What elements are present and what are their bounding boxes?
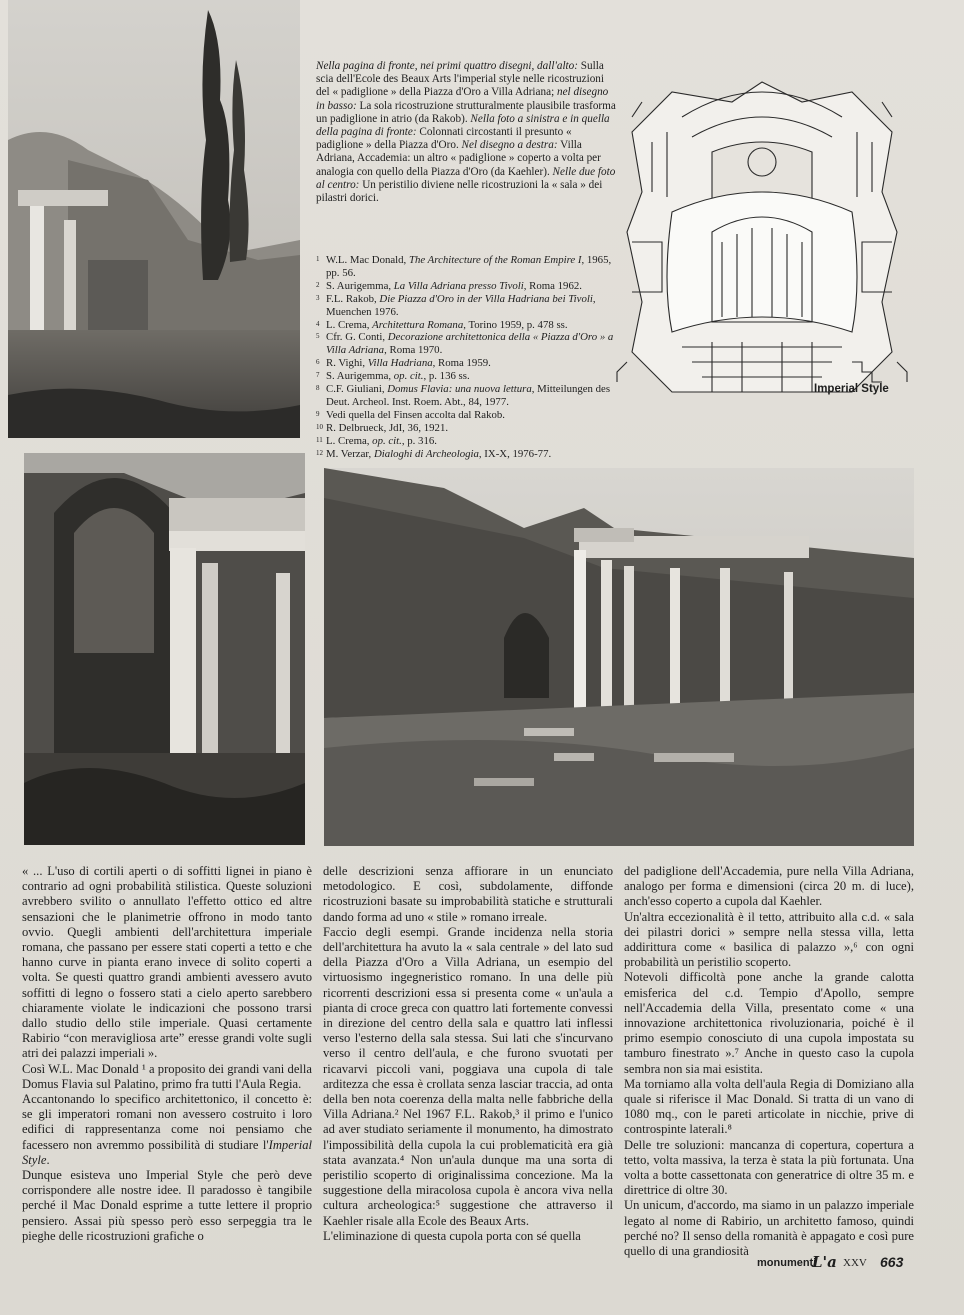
- footnote-text: [326, 422, 616, 435]
- footnotes: [316, 254, 616, 461]
- body-column-3: [624, 864, 914, 1259]
- footnote-author: L. Crema,: [326, 318, 373, 331]
- magazine-section: monumenti: [757, 1257, 817, 1269]
- footnote-text: [326, 280, 616, 293]
- paragraph: L'eliminazione di questa cupola porta con sé quella: [323, 1228, 581, 1243]
- figure-caption: [316, 60, 616, 205]
- caption-part: Villa Adriana, Accademia: un altro « padiglione » coperto a volta per analogia con quello della Piazza d'Oro (da Kaehler).: [316, 139, 601, 178]
- paragraph: « ... L'uso di cortili aperti o di soffitti lignei in piano è contrario ad ogni probabilità stilistica. Queste soluzioni avrebbero svilito o annullato l'effetto ottico ed altre sensazioni che le planimetrie offrono in modo tanto ovvio. Quegli ambienti dell'architettura imperiale romana, che passano per essere stati coperti a tetto e che hanno curve in pianta erano invece di solito coperti a volta. Se questi quattro grandi ambienti avessero avuto soffitti di legno o fossero stati a cielo aperto sarebbero chiaramente violate le indicazioni che possono trarsi dallo studio dello stile imperiale. Quasi certamente Rabirio “con meravigliosa arte” eresse grandi volte sugli atri dei palazzi imperiali ».: [22, 864, 312, 1061]
- footnote-ref: , Roma 1959.: [432, 357, 491, 370]
- footnote-number: 11: [316, 435, 323, 444]
- photo-ruins-cypress: [8, 0, 300, 438]
- footnote-text: [326, 254, 616, 280]
- paragraph: Un'altra eccezionalità è il tetto, attribuito alla c.d. « sala dei pilastri dorici » sempre nella stessa villa, letta addirittura come « basilica di palazzo »,⁶ con ogni probabilità un peristilio scoperto.: [624, 909, 914, 970]
- footnote-title: Decorazione architettonica della « Piazza d'Oro » a Villa Adriana: [326, 331, 614, 357]
- paragraph: Delle tre soluzioni: mancanza di copertura, copertura a tetto, volta massiva, la terza è stata la più fortunata. Una volta a botte cassettonata con generatrice di oltre 35 m. e direttrice di oltre 30.: [624, 1137, 914, 1198]
- footnote-author: F.L. Rakob,: [326, 292, 380, 305]
- drawing-label: Imperial Style: [814, 383, 889, 395]
- footnote-title: Die Piazza d'Oro in der Villa Hadriana bei Tivoli: [379, 292, 593, 305]
- footnote: [316, 435, 616, 448]
- footnote-number: 5: [316, 332, 320, 341]
- footnote-number: 2: [316, 280, 320, 289]
- footnote-text: [326, 319, 616, 332]
- footnote-text: [326, 448, 616, 461]
- footnote-author: S. Aurigemma,: [326, 370, 394, 383]
- footnote: [316, 293, 616, 319]
- footnote-number: 4: [316, 319, 320, 328]
- paragraph: Ma torniamo alla volta dell'aula Regia di Domiziano alla quale si riferisce il Mac Donald. Si tratta di un vano di 1080 mq., con le pareti articolate in nicchie, prive di controspinte laterali.⁸: [624, 1076, 914, 1137]
- footnote-author: Vedi quella del Finsen accolta dal Rakob.: [326, 408, 505, 421]
- footnote: [316, 409, 616, 422]
- caption-part: La sola ricostruzione strutturalmente plausibile trasforma un padiglione in atrio (da Rakob).: [316, 99, 616, 125]
- footnote-text: [326, 357, 616, 370]
- text-run: Imperial Style: [22, 1137, 312, 1167]
- body-column-2: [323, 864, 613, 1244]
- footnote-number: 7: [316, 371, 320, 380]
- paragraph: Notevoli difficoltà pone anche la grande calotta emisferica del c.d. Tempio d'Apollo, sempre nell'Accademia della Villa, presentato come « una innovazione architettonica rivoluzionaria, poiché è il primo esempio conosciuto di una cupola impostata su tamburo finestrato ».⁷ Anche in questo caso la cupola sembra non sia mai esistita.: [624, 970, 914, 1076]
- footnote-title: La Villa Adriana presso Tivoli: [393, 279, 524, 292]
- footnote: [316, 331, 616, 357]
- footnote-number: 10: [316, 422, 323, 431]
- footnote-number: 3: [316, 293, 320, 302]
- footnote-number: 6: [316, 358, 320, 367]
- footnote-text: [326, 331, 616, 357]
- text-run: .: [46, 1152, 50, 1167]
- footnote-title: The Architecture of the Roman Empire I: [408, 254, 582, 266]
- volume-number: XXV: [843, 1257, 867, 1269]
- footnote-ref: , IX-X, 1976-77.: [478, 447, 552, 460]
- architectural-drawing-pavilion: [612, 62, 912, 402]
- footnote-author: S. Aurigemma,: [326, 279, 394, 292]
- footnote-author: R. Delbrueck, JdI, 36, 1921.: [326, 421, 449, 434]
- text-run: Accantonando lo specifico architettonico, il concetto è: se gli imperatori romani non avessero costruito i loro edifici di rappresentanza come noi pensiamo che facessero non avremmo possibilità di studiare l': [22, 1092, 312, 1152]
- footnote-ref: , Mitteilungen des Deut. Archeol. Inst. Roem. Abt., 84, 1977.: [326, 383, 611, 408]
- paragraph: delle descrizioni senza affiorare in un enunciato metodologico. E così, subdolamente, diffonde ricostruzioni basate su improbabilità statiche e strutturali dando forma ad uno « stile » romano irreale.: [323, 864, 613, 924]
- paragraph: Faccio degli esempi. Grande incidenza nella storia dell'architettura ha avuto la « sala centrale » del lato sud della Piazza d'Oro a Villa Adriana, un esempio del virtuosismo ingegneristico romano. In una delle più ricorrenti descrizioni essa si presenta come « un'aula a pianta di croce greca con quattro lati fortemente convessi in direzione del centro della sala e quattro lati inflessi verso l'esterno della sala stessa. Sui lati che s'incurvano verso il centro dell'aula, e che furono svuotati per ricavarvi piccoli vani, poggiava una cupola di tale arditezza che essa è crollata senza lasciar traccia, ad onta della ben nota coerenza della malta nelle fabbriche della Villa Adriana.² Nel 1967 F.L. Rakob,³ il primo e l'unico ad aver studiato seriamente il monumento, ha dimostrato l'impossibilità della cupola la cui problematicità era già stata avanzata.⁴ Non un'aula dunque ma una sorta di peristilio scoperto di originalissima concezione. Ma la suggestione della miracolosa cupola è ancora viva nella cultura archeologica:⁵ suggestione che attraverso il Kaehler risale alla Ecole des Beaux Arts.: [323, 924, 613, 1228]
- footnote-author: L. Crema,: [326, 434, 373, 447]
- footnote-title: Villa Hadriana: [367, 357, 433, 370]
- footnote: [316, 357, 616, 370]
- footnote-ref: , Roma 1970.: [384, 344, 443, 357]
- footnote-text: [326, 293, 616, 319]
- footnote-number: 1: [316, 255, 320, 263]
- body-column-1: [22, 864, 312, 1244]
- footnote-text: [326, 383, 616, 409]
- caption-part: nel disegno in basso:: [316, 86, 609, 112]
- photo-colonnade-niche: [24, 453, 305, 845]
- caption-part: Colonnati circostanti il presunto « padiglione » della Piazza d'Oro.: [316, 126, 572, 152]
- footnote-ref: , 1965, pp. 56.: [326, 254, 612, 279]
- footnote: [316, 280, 616, 293]
- footnote-ref: , Torino 1959, p. 478 ss.: [463, 318, 568, 331]
- caption-part: Un peristilio diviene nelle ricostruzioni la « sala » dei pilastri dorici.: [316, 178, 603, 205]
- photo-peristyle-courtyard: [324, 468, 914, 846]
- caption-part: Nella pagina di fronte, nei primi quattro disegni, dall'alto:: [316, 60, 578, 72]
- paragraph: Così W.L. Mac Donald ¹ a proposito dei grandi vani della Domus Flavia sul Palatino, primo fra tutti l'Aula Regia.: [22, 1061, 312, 1091]
- footnote-ref: , p. 316.: [401, 434, 437, 447]
- footnote: [316, 370, 616, 383]
- caption-part: Nella foto a sinistra e in quella della pagina di fronte:: [316, 112, 610, 139]
- footnote: [316, 319, 616, 332]
- caption-part: Nel disegno a destra:: [458, 139, 558, 152]
- footnote-title: Domus Flavia: una nuova lettura: [387, 383, 532, 396]
- paragraph: del padiglione dell'Accademia, pure nella Villa Adriana, analogo per forma e dimensioni (circa 20 m. di luce), anch'esso coperto a cupola dal Kaehler.: [624, 864, 914, 909]
- footnote-author: Cfr. G. Conti,: [326, 331, 388, 344]
- paragraph: Dunque esisteva uno Imperial Style che però deve corrispondere alle nostre idee. Il paradosso è tangibile perché il Mac Donald esprime a tutte lettere il proprio pensiero. Assai più spesso però esso serpeggia tra le pieghe delle ricostruzioni grafiche o: [22, 1168, 312, 1243]
- footnote-ref: , Roma 1962.: [523, 279, 582, 292]
- page-number: 663: [880, 1254, 904, 1270]
- footnote-text: [326, 370, 616, 383]
- paragraph: [22, 1092, 312, 1168]
- footnote-title: Dialoghi di Archeologia: [373, 447, 479, 460]
- footnote-text: [326, 409, 616, 422]
- footnote-author: C.F. Giuliani,: [326, 383, 388, 396]
- footnote-number: 9: [316, 409, 320, 418]
- magazine-logo: L'a: [812, 1253, 837, 1271]
- footnote-ref: , p. 136 ss.: [423, 370, 470, 383]
- footnote-ref: , Muenchen 1976.: [326, 292, 596, 318]
- footnote-number: 8: [316, 384, 320, 393]
- footnote: [316, 422, 616, 435]
- footnote: [316, 383, 616, 409]
- paragraph: Un unicum, d'accordo, ma siamo in un palazzo imperiale legato al nome di Rabirio, un architetto famoso, quindi perché no? Il senso della romanità è appagato e così pure quello di una grandiosità: [624, 1198, 914, 1259]
- footnote-title: op. cit.: [393, 370, 424, 383]
- caption-part: Nelle due foto al centro:: [316, 165, 616, 191]
- footnote-text: [326, 435, 616, 448]
- footnote-author: M. Verzar,: [326, 447, 374, 460]
- caption-part: Sulla scia dell'Ecole des Beaux Arts l'imperial style nelle ricostruzioni del « padiglione » della Piazza d'Oro a Villa Adriana;: [316, 60, 604, 99]
- footnote: [316, 254, 616, 280]
- footnote: [316, 448, 616, 461]
- footnote-number: 12: [316, 448, 323, 457]
- footnote-author: W.L. Mac Donald,: [326, 254, 409, 266]
- footnote-title: op. cit.: [372, 434, 402, 447]
- footnote-author: R. Vighi,: [326, 357, 368, 370]
- footnote-title: Architettura Romana: [372, 318, 464, 331]
